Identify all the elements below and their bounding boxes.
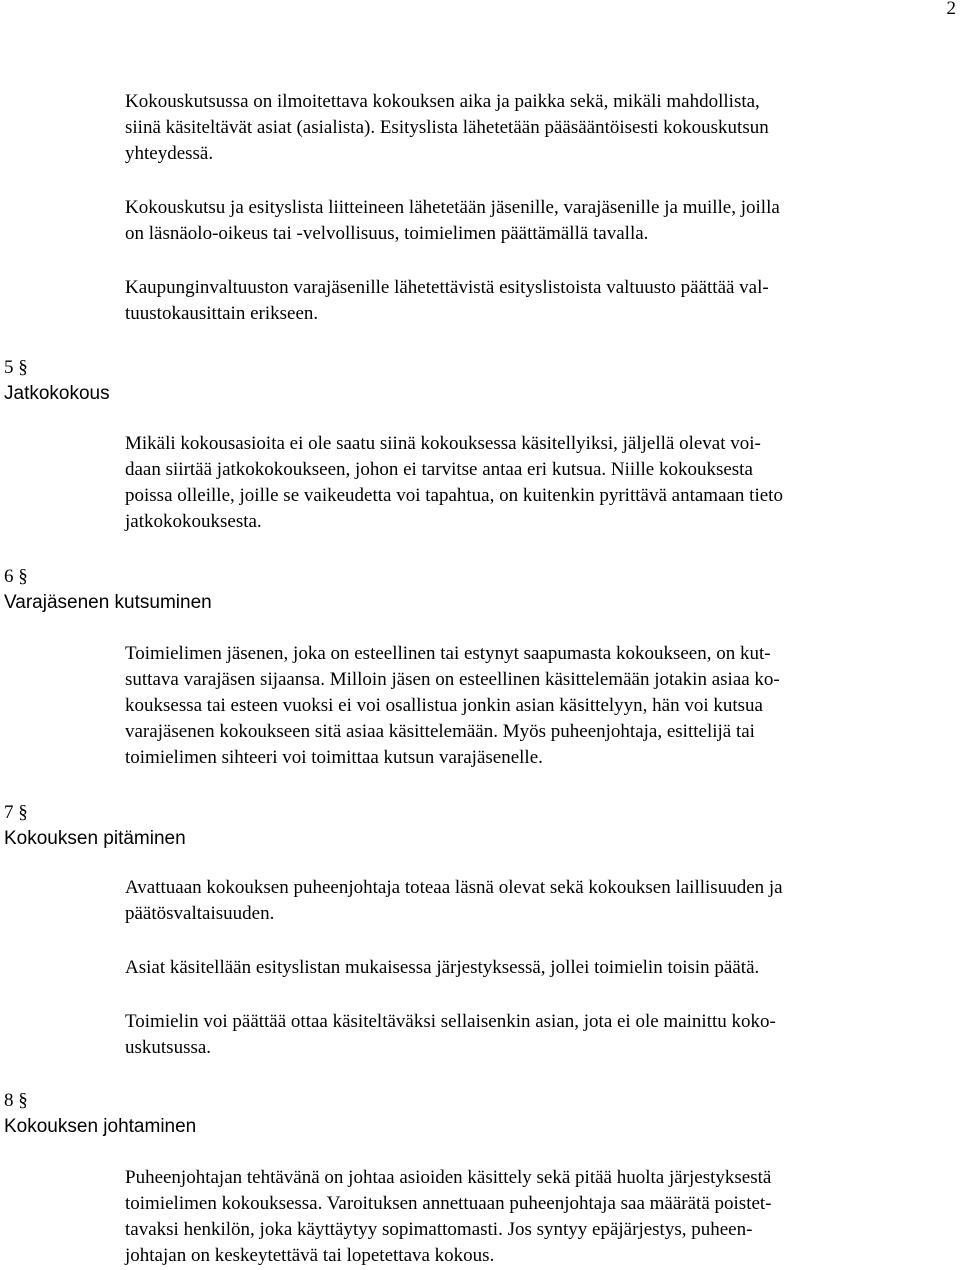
section-7-paragraph-3: Toimielin voi päättää ottaa käsiteltäväksi sellaisenkin asian, jota ei ole mainittu koko- uskutsussa. (125, 1011, 776, 1058)
section-title: Kokouksen pitäminen (4, 828, 186, 849)
section-title: Jatkokokous (4, 383, 110, 404)
section-title: Kokouksen johtaminen (4, 1116, 197, 1137)
section-7-paragraph-2: Asiat käsitellään esityslistan mukaisessa järjestyksessä, jollei toimielin toisin päätä. (125, 957, 760, 978)
section-number: 5 § (4, 357, 28, 378)
section-number: 8 § (4, 1090, 28, 1111)
section-title: Varajäsenen kutsuminen (4, 592, 212, 613)
section-8-paragraph: Puheenjohtajan tehtävänä on johtaa asioiden käsittely sekä pitää huolta järjestyksestä toimielimen kokouksessa. Varoituksen annettuaan puheenjohtaja saa määrätä poistet- tavaksi henkilön, joka käyttäytyy sopimattomasti. Jos syntyy epäjärjestys, puheen- johtajan on keskeytettävä tai lopetettava kokous. (125, 1167, 772, 1266)
section-5-paragraph: Mikäli kokousasioita ei ole saatu siinä kokouksessa käsitellyiksi, jäljellä olevat voi- daan siirtää jatkokokoukseen, johon ei tarvitse antaa eri kutsua. Niille kokouksesta poissa olleille, joille se vaikeudetta voi tapahtua, on kuitenkin pyrittävä antamaan tieto jatkokokouksesta. (125, 433, 783, 532)
section-number: 7 § (4, 802, 28, 823)
section-number: 6 § (4, 566, 28, 587)
section-heading-8 (4, 1088, 196, 1140)
section-heading-5 (4, 355, 110, 407)
section-7-paragraph-1: Avattuaan kokouksen puheenjohtaja toteaa läsnä olevat sekä kokouksen laillisuuden ja päätösvaltaisuuden. (125, 877, 783, 924)
section-heading-7 (4, 800, 186, 852)
intro-paragraph-3: Kaupunginvaltuuston varajäsenille lähetettävistä esityslistoista valtuusto päättää val- tuustokausittain erikseen. (125, 277, 769, 324)
section-6-paragraph: Toimielimen jäsenen, joka on esteellinen tai estynyt saapumasta kokoukseen, on kut- suttava varajäsen sijaansa. Milloin jäsen on esteellinen käsittelemään jotakin asiaa ko- kouksessa tai esteen vuoksi ei voi osallistua jonkin asian käsittelyyn, hän voi kutsua varajäsenen kokoukseen sitä asiaa käsittelemään. Myös puheenjohtaja, esittelijä tai toimielimen sihteeri voi toimittaa kutsun varajäsenelle. (125, 643, 780, 768)
intro-paragraph-1: Kokouskutsussa on ilmoitettava kokouksen aika ja paikka sekä, mikäli mahdollista, siinä käsiteltävät asiat (asialista). Esityslista lähetetään pääsääntöisesti kokouskutsun yhteydessä. (125, 91, 769, 164)
section-heading-6 (4, 564, 212, 616)
page-number: 2 (946, 0, 956, 19)
intro-paragraph-2: Kokouskutsu ja esityslista liitteineen lähetetään jäsenille, varajäsenille ja muille, joilla on läsnäolo-oikeus tai -velvollisuus, toimielimen päättämällä tavalla. (125, 197, 780, 244)
